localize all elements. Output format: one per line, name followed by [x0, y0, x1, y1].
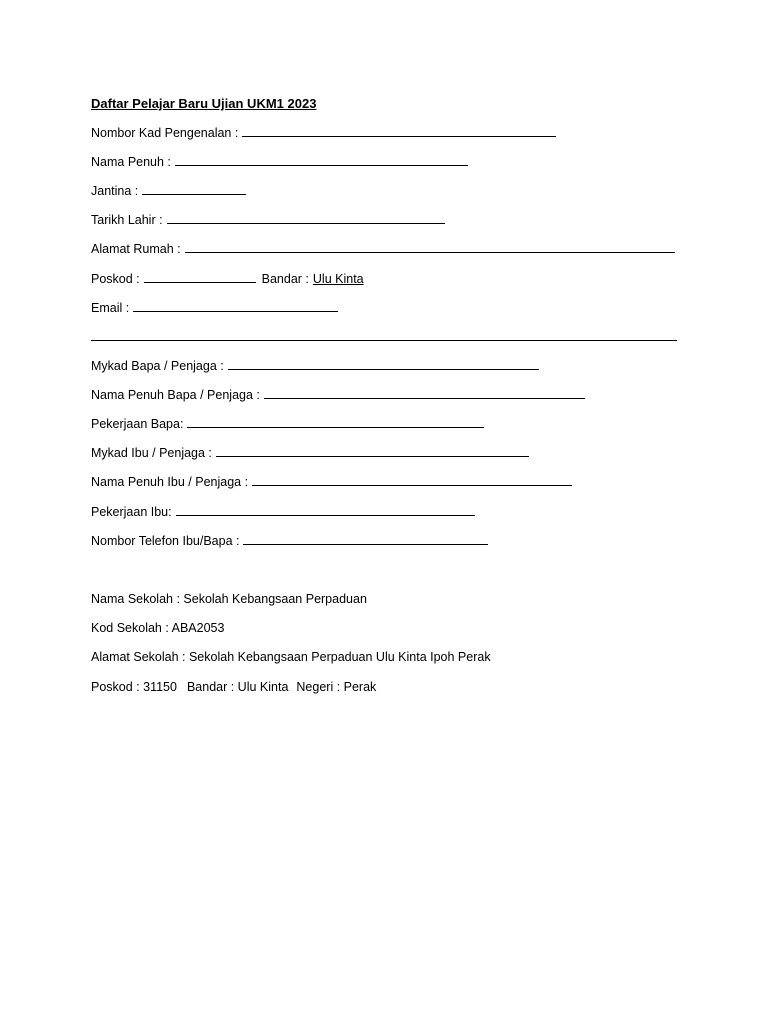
father-job-row [91, 414, 484, 434]
email-label: Email : [91, 301, 130, 315]
ic-number-label: Nombor Kad Pengenalan : [91, 126, 239, 140]
mother-mykad-row [91, 443, 529, 463]
dob-label: Tarikh Lahir : [91, 213, 163, 227]
city-value: Ulu Kinta [312, 272, 364, 286]
mother-mykad-blank[interactable] [216, 443, 529, 457]
home-address-row [91, 239, 675, 259]
parent-phone-label: Nombor Telefon Ibu/Bapa : [91, 534, 240, 548]
form-title: Daftar Pelajar Baru Ujian UKM1 2023 [91, 96, 317, 111]
school-postcode-row [91, 677, 376, 697]
dob-blank[interactable] [167, 210, 445, 224]
full-name-label: Nama Penuh : [91, 155, 171, 169]
full-name-row [91, 152, 468, 172]
mother-name-label: Nama Penuh Ibu / Penjaga : [91, 475, 249, 489]
father-name-blank[interactable] [264, 385, 585, 399]
father-mykad-row [91, 356, 539, 376]
school-state: Negeri : Perak [296, 680, 377, 694]
school-postcode: Poskod : 31150 [91, 680, 177, 694]
postcode-label: Poskod : [91, 272, 140, 286]
school-address: Alamat Sekolah : Sekolah Kebangsaan Perpaduan Ulu Kinta Ipoh Perak [91, 650, 491, 664]
postcode-row [91, 269, 364, 289]
postcode-blank[interactable] [144, 269, 256, 283]
mother-job-label: Pekerjaan Ibu: [91, 505, 172, 519]
mother-mykad-label: Mykad Ibu / Penjaga : [91, 446, 212, 460]
father-mykad-blank[interactable] [228, 356, 539, 370]
mother-name-blank[interactable] [252, 472, 572, 486]
father-job-blank[interactable] [187, 414, 484, 428]
mother-name-row [91, 472, 572, 492]
mother-job-row [91, 502, 475, 522]
dob-row [91, 210, 445, 230]
father-name-label: Nama Penuh Bapa / Penjaga : [91, 388, 260, 402]
gender-row [91, 181, 246, 201]
email-row [91, 298, 338, 318]
mother-job-blank[interactable] [176, 502, 475, 516]
city-label: Bandar : [261, 272, 309, 286]
ic-number-row [91, 123, 556, 143]
school-name: Nama Sekolah : Sekolah Kebangsaan Perpaduan [91, 592, 367, 606]
ic-number-blank[interactable] [242, 123, 556, 137]
school-city: Bandar : Ulu Kinta [186, 680, 289, 694]
full-name-blank[interactable] [175, 152, 468, 166]
father-name-row [91, 385, 585, 405]
email-continuation-row [91, 327, 677, 347]
gender-blank[interactable] [142, 181, 246, 195]
father-job-label: Pekerjaan Bapa: [91, 417, 184, 431]
email-continuation-blank[interactable] [91, 327, 677, 341]
father-mykad-label: Mykad Bapa / Penjaga : [91, 359, 224, 373]
parent-phone-row [91, 531, 488, 551]
gender-label: Jantina : [91, 184, 139, 198]
home-address-label: Alamat Rumah : [91, 242, 181, 256]
school-code: Kod Sekolah : ABA2053 [91, 621, 225, 635]
parent-phone-blank[interactable] [243, 531, 488, 545]
email-blank[interactable] [133, 298, 338, 312]
home-address-blank[interactable] [185, 239, 675, 253]
